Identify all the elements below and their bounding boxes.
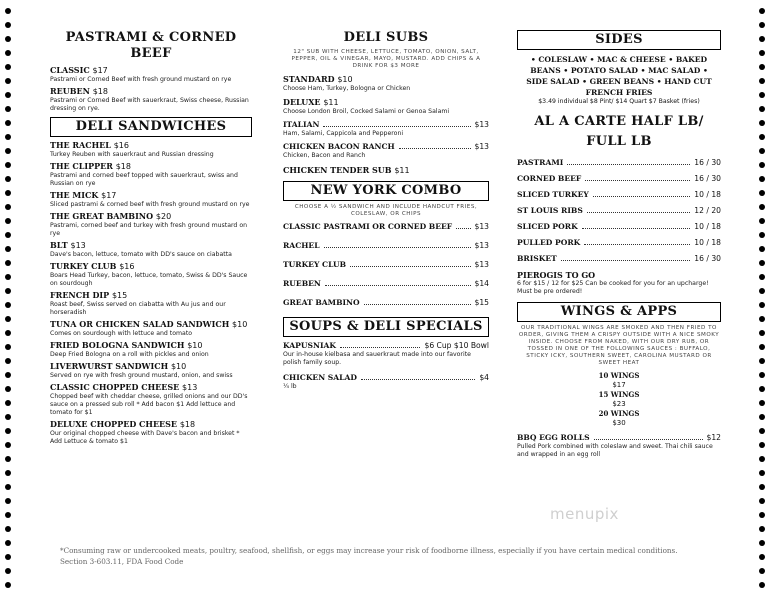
item-name: CHICKEN SALAD	[283, 373, 357, 382]
border-dot	[5, 470, 11, 476]
item-price: 10 / 18	[694, 190, 721, 199]
border-dot	[759, 568, 765, 574]
border-dot	[759, 400, 765, 406]
border-dot	[759, 498, 765, 504]
item-name: ITALIAN	[283, 120, 320, 129]
menu-item-standard	[283, 74, 489, 93]
item-desc: Pastrami, corned beef and turkey with fresh ground mustard on rye	[50, 222, 248, 237]
border-dot	[5, 372, 11, 378]
border-dot	[5, 414, 11, 420]
wing-price: $23	[612, 400, 626, 408]
border-dot	[759, 36, 765, 42]
item-name: THE MICK	[50, 190, 99, 200]
border-dot	[759, 274, 765, 280]
menu-item	[50, 240, 252, 259]
menu-item	[517, 206, 721, 216]
item-name: PASTRAMI	[517, 158, 564, 167]
border-dot	[759, 358, 765, 364]
border-dot	[5, 36, 11, 42]
sides-price: $3.49 individual $8 Pint/ $14 Quart $7 Basket (fries)	[538, 98, 700, 105]
item-price: $18	[92, 87, 108, 96]
left-dot-border	[2, 0, 14, 595]
item-desc: Served on rye with fresh ground mustard, onion, and swiss	[50, 372, 233, 379]
border-dot	[5, 288, 11, 294]
border-dot	[759, 386, 765, 392]
item-desc: ¼ lb	[283, 383, 297, 390]
menu-item	[50, 211, 252, 238]
item-name: KAPUSNIAK	[283, 341, 336, 350]
border-dot	[759, 554, 765, 560]
border-dot	[5, 400, 11, 406]
item-name: STANDARD	[283, 74, 335, 84]
menu-item-chicken-salad	[283, 373, 489, 391]
menu-item	[50, 86, 252, 113]
item-price: $15	[111, 291, 128, 300]
item-name: DELUXE	[283, 97, 321, 107]
border-dot	[759, 316, 765, 322]
item-price: $6 Cup $10 Bowl	[424, 341, 489, 350]
item-price: $13	[474, 222, 489, 231]
item-price: $14	[474, 279, 489, 288]
item-desc: Pulled Pork combined with coleslaw and sweet. Thai chili sauce and wrapped in an egg roll	[517, 443, 713, 458]
border-dot	[5, 78, 11, 84]
sides-line: • COLESLAW • MAC & CHEESE • BAKED	[530, 55, 708, 64]
item-price: $4	[479, 373, 489, 382]
item-desc: Turkey Reuben with sauerkraut and Russian dressing	[50, 151, 214, 158]
item-desc: Sliced pastrami & corned beef with fresh ground mustard on rye	[50, 201, 250, 208]
border-dot	[5, 316, 11, 322]
border-dot	[759, 582, 765, 588]
item-price: $18	[179, 420, 196, 429]
border-dot	[759, 512, 765, 518]
item-desc: Pastrami or Corned Beef with sauerkraut, Swiss cheese, Russian dressing on rye.	[50, 97, 249, 112]
item-desc: Chicken, Bacon and Ranch	[283, 152, 366, 159]
menu-item	[50, 190, 252, 209]
border-dot	[5, 554, 11, 560]
item-price: $17	[92, 66, 108, 75]
item-name: THE GREAT BAMBINO	[50, 211, 154, 221]
menu-item	[50, 382, 252, 417]
disclaimer-line: *Consuming raw or undercooked meats, poultry, seafood, shellfish, or eggs may increase your risk of foodborne illness, especially if you have certain medical conditions.	[60, 546, 678, 555]
menu-item	[50, 340, 252, 359]
menu-column-middle	[283, 28, 489, 393]
border-dot	[5, 22, 11, 28]
item-desc: Pastrami or Corned Beef with fresh ground mustard on rye	[50, 76, 232, 83]
item-desc: Dave's bacon, lettuce, tomato with DD's sauce on ciabatta	[50, 251, 232, 258]
item-price: $13	[182, 383, 198, 392]
item-desc: Boars Head Turkey, bacon, lettuce, tomato, Swiss & DD's Sauce on sourdough	[50, 272, 248, 287]
item-desc: Comes on sourdough with lettuce and tomato	[50, 330, 193, 337]
border-dot	[759, 428, 765, 434]
border-dot	[5, 582, 11, 588]
border-dot	[759, 330, 765, 336]
menu-item	[517, 238, 721, 248]
border-dot	[5, 92, 11, 98]
item-desc: Our original chopped cheese with Dave's bacon and brisket * Add Lettuce & tomato $1	[50, 430, 240, 445]
border-dot	[5, 526, 11, 532]
border-dot	[759, 106, 765, 112]
border-dot	[5, 386, 11, 392]
item-name: CLASSIC CHOPPED CHEESE	[50, 382, 180, 392]
sides-line: SIDE SALAD • GREEN BEANS • HAND CUT	[526, 77, 712, 86]
item-price: $13	[474, 142, 489, 151]
border-dot	[5, 218, 11, 224]
item-desc: Choose Ham, Turkey, Bologna or Chicken	[283, 85, 411, 92]
item-name: PIEROGIS TO GO	[517, 270, 596, 280]
border-dot	[759, 484, 765, 490]
menu-item	[517, 254, 721, 264]
item-name: RACHEL	[283, 241, 320, 250]
item-price: $20	[155, 212, 172, 221]
border-dot	[5, 120, 11, 126]
menu-column-right	[517, 28, 721, 461]
border-dot	[759, 414, 765, 420]
menu-item	[50, 361, 252, 380]
wing-count: 10 WINGS	[598, 371, 640, 380]
menu-item	[283, 241, 489, 251]
item-name: CLASSIC	[50, 65, 90, 75]
item-name: SLICED TURKEY	[517, 190, 589, 199]
border-dot	[5, 484, 11, 490]
sides-line: BEANS • POTATO SALAD • MAC SALAD •	[530, 66, 708, 75]
border-dot	[759, 134, 765, 140]
item-name: BLT	[50, 240, 68, 250]
section-heading-deli-subs: DELI SUBS	[343, 30, 429, 45]
border-dot	[759, 92, 765, 98]
section-heading-new-york-combo: NEW YORK COMBO	[283, 181, 489, 201]
border-dot	[759, 64, 765, 70]
section-heading-soups: SOUPS & DELI SPECIALS	[283, 317, 489, 337]
item-desc: Pastrami and corned beef topped with sauerkraut, swiss and Russian on rye	[50, 172, 238, 187]
border-dot	[5, 176, 11, 182]
border-dot	[5, 568, 11, 574]
item-name: PULLED PORK	[517, 238, 581, 247]
item-price: $10	[187, 341, 203, 350]
item-name: LIVERWURST SANDWICH	[50, 361, 169, 371]
border-dot	[5, 302, 11, 308]
border-dot	[759, 526, 765, 532]
item-name: GREAT BAMBINO	[283, 298, 360, 307]
item-name: DELUXE CHOPPED CHEESE	[50, 419, 178, 429]
menu-item	[517, 158, 721, 168]
border-dot	[759, 470, 765, 476]
sides-line: FRENCH FRIES	[585, 88, 653, 97]
border-dot	[5, 232, 11, 238]
wing-count: 15 WINGS	[598, 390, 640, 399]
menu-item-bbq-egg-rolls	[517, 433, 721, 459]
item-name: FRIED BOLOGNA SANDWICH	[50, 340, 185, 350]
item-price: $12	[706, 433, 721, 442]
item-price: $10	[337, 75, 353, 84]
menu-item	[283, 279, 489, 289]
item-price: 16 / 30	[694, 254, 721, 263]
item-desc: Ham, Salami, Cappicola and Pepperoni	[283, 130, 404, 137]
item-name: BRISKET	[517, 254, 557, 263]
item-price: $15	[474, 298, 489, 307]
border-dot	[759, 176, 765, 182]
border-dot	[5, 330, 11, 336]
menu-item-pierogis	[517, 270, 721, 296]
border-dot	[5, 274, 11, 280]
item-desc: Choose London Broil, Cocked Salami or Genoa Salami	[283, 108, 450, 115]
border-dot	[759, 120, 765, 126]
border-dot	[5, 344, 11, 350]
border-dot	[759, 148, 765, 154]
menu-item-chicken-bacon-ranch	[283, 142, 489, 160]
item-price: $10	[232, 320, 248, 329]
menu-item	[50, 419, 252, 446]
item-price: $16	[119, 262, 135, 271]
border-dot	[759, 232, 765, 238]
border-dot	[759, 22, 765, 28]
border-dot	[759, 302, 765, 308]
item-name: CHICKEN TENDER SUB	[283, 165, 392, 175]
menu-item	[283, 298, 489, 308]
border-dot	[5, 162, 11, 168]
menu-item	[283, 222, 489, 232]
item-price: $10	[170, 362, 187, 371]
menu-item	[50, 161, 252, 188]
border-dot	[5, 428, 11, 434]
menu-item	[50, 65, 252, 84]
item-name: REUBEN	[50, 86, 90, 96]
menu-item-kapusniak	[283, 341, 489, 367]
border-dot	[5, 106, 11, 112]
border-dot	[759, 288, 765, 294]
item-name: TURKEY CLUB	[50, 261, 117, 271]
sides-list	[517, 54, 721, 98]
border-dot	[759, 540, 765, 546]
border-dot	[5, 498, 11, 504]
menupix-watermark: menupix	[550, 505, 619, 523]
menu-item	[283, 260, 489, 270]
menu-item	[517, 174, 721, 184]
border-dot	[759, 162, 765, 168]
item-price: 16 / 30	[694, 158, 721, 167]
wings-intro: OUR TRADITIONAL WINGS ARE SMOKED AND THEN FRIED TO ORDER, GIVING THEM A CRISPY OUTSIDE WITH A NICE SMOKY INSIDE. CHOOSE FROM NAKED, WITH OUR DRY RUB, OR TOSSED IN ONE OF THE FOLLOWING SAUCES : BUFFALO, STICKY ICKY, SOUTHERN SWEET, CAROLINA MUSTARD OR SWEET HEAT	[518, 325, 720, 366]
border-dot	[5, 204, 11, 210]
border-dot	[5, 148, 11, 154]
item-name: CHICKEN BACON RANCH	[283, 142, 395, 151]
item-price: $13	[70, 241, 86, 250]
item-price: $13	[474, 260, 489, 269]
wing-price: $30	[612, 419, 626, 427]
combo-intro: CHOOSE A ½ SANDWICH AND INCLUDE HANDCUT FRIES, COLESLAW, OR CHIPS	[294, 204, 478, 217]
item-price: 10 / 18	[694, 238, 721, 247]
item-price: 16 / 30	[694, 174, 721, 183]
menu-item-italian	[283, 120, 489, 138]
border-dot	[759, 246, 765, 252]
menu-item	[517, 222, 721, 232]
border-dot	[5, 8, 11, 14]
deli-subs-intro: 12" SUB WITH CHEESE, LETTUCE, TOMATO, ONION, SALT, PEPPER, OIL & VINEGAR, MAYO, MUSTARD. ADD CHIPS & A DRINK FOR $3 MORE	[291, 49, 481, 69]
border-dot	[5, 190, 11, 196]
menu-item	[50, 319, 252, 338]
item-price: $18	[115, 162, 131, 171]
border-dot	[5, 442, 11, 448]
border-dot	[759, 204, 765, 210]
item-desc: 6 for $15 / 12 for $25 Can be cooked for you for an upcharge! Must be pre ordered!	[517, 280, 709, 295]
item-price: $16	[113, 141, 129, 150]
item-name: THE RACHEL	[50, 140, 111, 150]
item-desc: Deep Fried Bologna on a roll with pickles and onion	[50, 351, 209, 358]
menu-item	[50, 290, 252, 317]
border-dot	[759, 372, 765, 378]
item-price: $17	[101, 191, 117, 200]
item-price: 12 / 20	[694, 206, 721, 215]
border-dot	[759, 218, 765, 224]
item-name: CORNED BEEF	[517, 174, 582, 183]
right-dot-border	[756, 0, 768, 595]
border-dot	[5, 134, 11, 140]
border-dot	[5, 50, 11, 56]
border-dot	[5, 512, 11, 518]
item-desc: Our in-house kielbasa and sauerkraut made into our favorite polish family soup.	[283, 351, 471, 366]
food-safety-disclaimer	[60, 545, 720, 567]
border-dot	[759, 190, 765, 196]
item-desc: Chopped beef with cheddar cheese, grilled onions and our DD's sauce on a pressed sub roll * Add bacon $1 Add lettuce and tomato for $1	[50, 393, 248, 416]
menu-column-left	[50, 28, 252, 448]
wing-count: 20 WINGS	[598, 409, 640, 418]
item-price: $13	[474, 241, 489, 250]
border-dot	[5, 540, 11, 546]
item-price: $11	[394, 166, 410, 175]
border-dot	[5, 64, 11, 70]
item-name: TUNA OR CHICKEN SALAD SANDWICH	[50, 319, 230, 329]
item-name: BBQ EGG ROLLS	[517, 433, 590, 442]
border-dot	[759, 442, 765, 448]
item-name: ST LOUIS RIBS	[517, 206, 583, 215]
section-heading-wings: WINGS & APPS	[517, 302, 721, 322]
border-dot	[759, 456, 765, 462]
item-price: $11	[323, 98, 339, 107]
item-name: CLASSIC PASTRAMI OR CORNED BEEF	[283, 222, 453, 231]
item-name: THE CLIPPER	[50, 161, 113, 171]
menu-item	[50, 261, 252, 288]
item-name: SLICED PORK	[517, 222, 578, 231]
section-heading-pastrami: PASTRAMI & CORNED BEEF	[65, 30, 237, 61]
wing-price: $17	[612, 381, 626, 389]
border-dot	[5, 358, 11, 364]
section-heading-deli-sandwiches: DELI SANDWICHES	[50, 117, 252, 137]
border-dot	[759, 260, 765, 266]
menu-item-deluxe	[283, 97, 489, 116]
border-dot	[5, 246, 11, 252]
menu-item	[517, 190, 721, 200]
section-heading-a-la-carte: AL A CARTE HALF LB/ FULL LB	[534, 114, 704, 149]
item-price: $13	[474, 120, 489, 129]
border-dot	[759, 78, 765, 84]
menu-item	[50, 140, 252, 159]
border-dot	[759, 344, 765, 350]
item-name: FRENCH DIP	[50, 290, 110, 300]
section-heading-sides: SIDES	[517, 30, 721, 50]
item-price: 10 / 18	[694, 222, 721, 231]
border-dot	[5, 456, 11, 462]
item-name: TURKEY CLUB	[283, 260, 347, 269]
item-desc: Roast beef, Swiss served on ciabatta with Au jus and our horseradish	[50, 301, 226, 316]
border-dot	[759, 8, 765, 14]
item-name: RUEBEN	[283, 279, 321, 288]
menu-item-chicken-tender-sub	[283, 165, 489, 176]
border-dot	[5, 260, 11, 266]
border-dot	[759, 50, 765, 56]
disclaimer-line: Section 3-603.11, FDA Food Code	[60, 557, 184, 566]
